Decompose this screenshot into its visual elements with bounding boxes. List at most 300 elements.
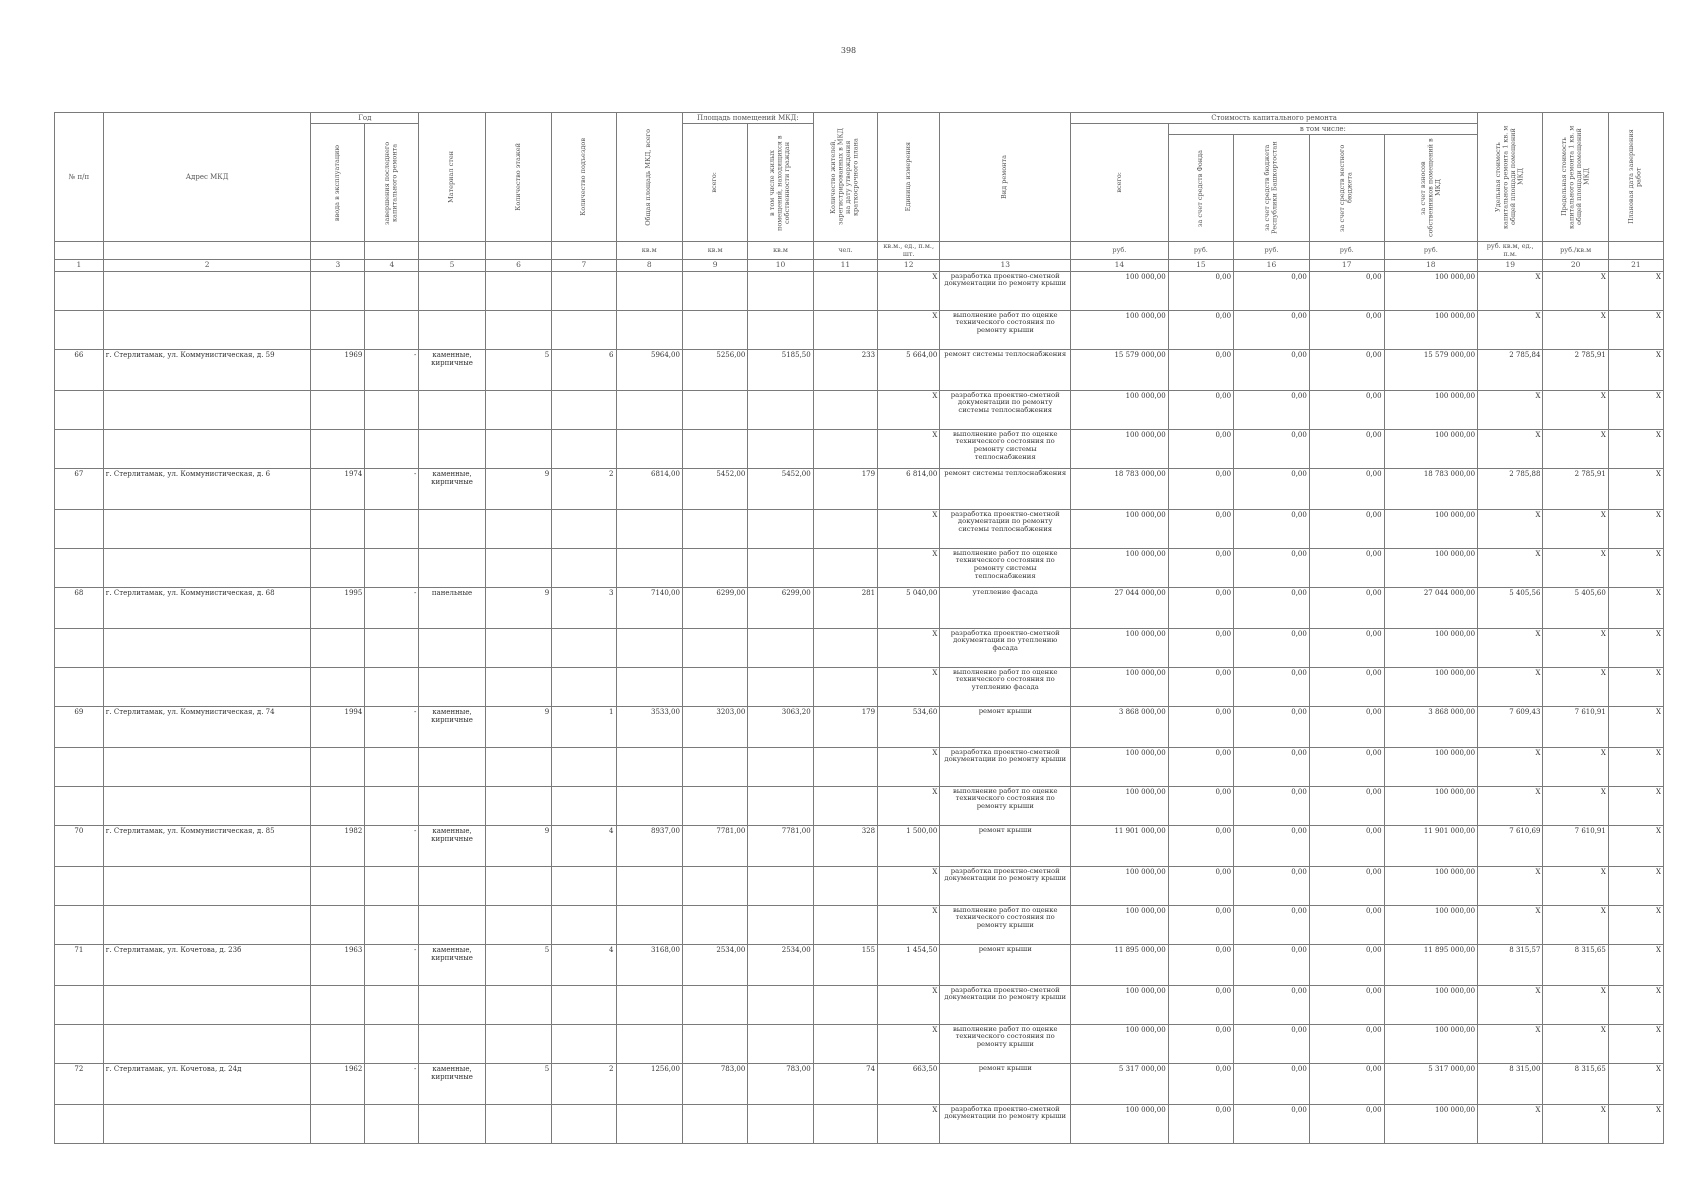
floors-cell: [485, 509, 551, 548]
specific-cost-cell: 2 785,84: [1478, 349, 1543, 390]
deadline-cell: X: [1608, 985, 1663, 1024]
unit-value-cell: X: [878, 905, 940, 944]
unit-value-cell: 534,60: [878, 706, 940, 747]
fund-cost-cell: 0,00: [1168, 1024, 1233, 1063]
area-all-cell: [682, 429, 747, 468]
owners-cost-cell: 27 044 000,00: [1384, 587, 1477, 628]
fund-cost-cell: 0,00: [1168, 587, 1233, 628]
wall-material-cell: [419, 985, 485, 1024]
residents-cell: [813, 985, 877, 1024]
unit-cell: чел.: [813, 242, 877, 260]
specific-cost-cell: X: [1478, 310, 1543, 349]
year-last-repair-cell: [365, 628, 419, 667]
specific-cost-cell: X: [1478, 548, 1543, 587]
year-last-repair-cell: [365, 905, 419, 944]
row-number: [55, 905, 104, 944]
year-last-repair-cell: -: [365, 587, 419, 628]
total-area-cell: [616, 429, 682, 468]
local-cost-cell: 0,00: [1309, 390, 1384, 429]
fund-cost-cell: 0,00: [1168, 1104, 1233, 1143]
wall-material-cell: [419, 1024, 485, 1063]
subwork-row: [55, 747, 1664, 786]
subwork-row: [55, 271, 1664, 310]
local-cost-cell: 0,00: [1309, 349, 1384, 390]
cost-total-cell: 100 000,00: [1071, 509, 1169, 548]
header-floors: Количество этажей: [485, 113, 551, 242]
entrances-cell: [552, 390, 616, 429]
max-cost-cell: 8 315,65: [1543, 944, 1608, 985]
unit-value-cell: 5 040,00: [878, 587, 940, 628]
column-number-cell: 11: [813, 260, 877, 272]
entrances-cell: [552, 509, 616, 548]
header-subgroup-incl: в том числе:: [1168, 124, 1477, 135]
residents-cell: 155: [813, 944, 877, 985]
specific-cost-cell: X: [1478, 1024, 1543, 1063]
work-type-cell: ремонт системы теплоснабжения: [940, 468, 1071, 509]
republic-cost-cell: 0,00: [1234, 706, 1310, 747]
republic-cost-cell: 0,00: [1234, 587, 1310, 628]
residents-cell: [813, 786, 877, 825]
header-work: Вид ремонта: [940, 113, 1071, 242]
address-cell: [103, 548, 311, 587]
republic-cost-cell: 0,00: [1234, 747, 1310, 786]
wall-material-cell: [419, 628, 485, 667]
subwork-row: [55, 985, 1664, 1024]
entrances-cell: 3: [552, 587, 616, 628]
entrances-cell: [552, 866, 616, 905]
area-all-cell: [682, 747, 747, 786]
republic-cost-cell: 0,00: [1234, 390, 1310, 429]
republic-cost-cell: 0,00: [1234, 786, 1310, 825]
max-cost-cell: X: [1543, 310, 1608, 349]
subwork-row: [55, 1024, 1664, 1063]
floors-cell: 9: [485, 825, 551, 866]
area-all-cell: [682, 509, 747, 548]
address-cell: г. Стерлитамак, ул. Кочетова, д. 24д: [103, 1063, 311, 1104]
year-built-cell: 1982: [311, 825, 365, 866]
year-built-cell: [311, 548, 365, 587]
deadline-cell: X: [1608, 706, 1663, 747]
local-cost-cell: 0,00: [1309, 548, 1384, 587]
column-number-cell: 13: [940, 260, 1071, 272]
wall-material-cell: [419, 429, 485, 468]
residents-cell: [813, 429, 877, 468]
total-area-cell: [616, 786, 682, 825]
total-area-cell: [616, 1024, 682, 1063]
area-all-cell: [682, 390, 747, 429]
header-group-area: Площадь помещений МКД:: [682, 113, 813, 124]
deadline-cell: X: [1608, 349, 1663, 390]
floors-cell: [485, 866, 551, 905]
cost-total-cell: 100 000,00: [1071, 747, 1169, 786]
floors-cell: [485, 390, 551, 429]
row-number: [55, 628, 104, 667]
row-number: [55, 866, 104, 905]
unit-value-cell: X: [878, 1104, 940, 1143]
local-cost-cell: 0,00: [1309, 905, 1384, 944]
year-built-cell: [311, 390, 365, 429]
work-type-cell: ремонт крыши: [940, 1063, 1071, 1104]
work-type-cell: разработка проектно-сметной документации по ремонту системы теплоснабжения: [940, 509, 1071, 548]
entrances-cell: [552, 786, 616, 825]
max-cost-cell: 7 610,91: [1543, 825, 1608, 866]
area-all-cell: [682, 628, 747, 667]
year-last-repair-cell: [365, 509, 419, 548]
floors-cell: [485, 310, 551, 349]
entrances-cell: 4: [552, 944, 616, 985]
area-all-cell: 783,00: [682, 1063, 747, 1104]
house-row: [55, 825, 1664, 866]
republic-cost-cell: 0,00: [1234, 429, 1310, 468]
max-cost-cell: 7 610,91: [1543, 706, 1608, 747]
column-number-cell: 21: [1608, 260, 1663, 272]
area-all-cell: [682, 271, 747, 310]
local-cost-cell: 0,00: [1309, 628, 1384, 667]
address-cell: [103, 628, 311, 667]
area-all-cell: 5452,00: [682, 468, 747, 509]
column-number-cell: 16: [1234, 260, 1310, 272]
header-year-built: ввода в эксплуатацию: [311, 124, 365, 242]
total-area-cell: 6814,00: [616, 468, 682, 509]
row-number: 72: [55, 1063, 104, 1104]
column-number-cell: 9: [682, 260, 747, 272]
local-cost-cell: 0,00: [1309, 310, 1384, 349]
owners-cost-cell: 100 000,00: [1384, 866, 1477, 905]
column-numbers-row: [55, 260, 1664, 272]
owners-cost-cell: 100 000,00: [1384, 1024, 1477, 1063]
year-built-cell: 1994: [311, 706, 365, 747]
max-cost-cell: X: [1543, 985, 1608, 1024]
owners-cost-cell: 100 000,00: [1384, 628, 1477, 667]
work-type-cell: выполнение работ по оценке технического состояния по ремонту системы теплоснабжения: [940, 548, 1071, 587]
area-private-cell: [748, 271, 813, 310]
fund-cost-cell: 0,00: [1168, 349, 1233, 390]
year-last-repair-cell: -: [365, 706, 419, 747]
header-total-area: Общая площадь МКД, всего: [616, 113, 682, 242]
row-number: 69: [55, 706, 104, 747]
column-number-cell: 2: [103, 260, 311, 272]
deadline-cell: X: [1608, 628, 1663, 667]
column-number-cell: 20: [1543, 260, 1608, 272]
specific-cost-cell: 2 785,88: [1478, 468, 1543, 509]
floors-cell: [485, 905, 551, 944]
owners-cost-cell: 100 000,00: [1384, 429, 1477, 468]
total-area-cell: 8937,00: [616, 825, 682, 866]
address-cell: г. Стерлитамак, ул. Коммунистическая, д. 59: [103, 349, 311, 390]
work-type-cell: утепление фасада: [940, 587, 1071, 628]
unit-cell: руб.: [1309, 242, 1384, 260]
owners-cost-cell: 100 000,00: [1384, 747, 1477, 786]
cost-total-cell: 100 000,00: [1071, 548, 1169, 587]
cost-total-cell: 100 000,00: [1071, 866, 1169, 905]
address-cell: [103, 1104, 311, 1143]
floors-cell: [485, 747, 551, 786]
owners-cost-cell: 5 317 000,00: [1384, 1063, 1477, 1104]
deadline-cell: X: [1608, 509, 1663, 548]
unit-cell: руб. кв.м, ед., п.м.: [1478, 242, 1543, 260]
owners-cost-cell: 100 000,00: [1384, 548, 1477, 587]
row-number: 66: [55, 349, 104, 390]
year-built-cell: [311, 310, 365, 349]
work-type-cell: выполнение работ по оценке технического состояния по ремонту крыши: [940, 1024, 1071, 1063]
cost-total-cell: 11 895 000,00: [1071, 944, 1169, 985]
max-cost-cell: X: [1543, 905, 1608, 944]
fund-cost-cell: 0,00: [1168, 866, 1233, 905]
year-built-cell: 1962: [311, 1063, 365, 1104]
row-number: 70: [55, 825, 104, 866]
deadline-cell: X: [1608, 905, 1663, 944]
owners-cost-cell: 18 783 000,00: [1384, 468, 1477, 509]
unit-value-cell: X: [878, 747, 940, 786]
row-number: [55, 1024, 104, 1063]
work-type-cell: разработка проектно-сметной документации по ремонту крыши: [940, 271, 1071, 310]
entrances-cell: [552, 548, 616, 587]
max-cost-cell: 2 785,91: [1543, 349, 1608, 390]
deadline-cell: X: [1608, 786, 1663, 825]
year-built-cell: [311, 667, 365, 706]
area-private-cell: 3063,20: [748, 706, 813, 747]
units-row: [55, 242, 1664, 260]
header-owners: за счет взносов собственников помещений в МКД: [1384, 135, 1477, 242]
column-number-cell: 18: [1384, 260, 1477, 272]
residents-cell: [813, 866, 877, 905]
wall-material-cell: каменные, кирпичные: [419, 468, 485, 509]
max-cost-cell: X: [1543, 1024, 1608, 1063]
max-cost-cell: 8 315,65: [1543, 1063, 1608, 1104]
area-private-cell: 5452,00: [748, 468, 813, 509]
local-cost-cell: 0,00: [1309, 866, 1384, 905]
row-number: 67: [55, 468, 104, 509]
address-cell: г. Стерлитамак, ул. Коммунистическая, д. 68: [103, 587, 311, 628]
fund-cost-cell: 0,00: [1168, 628, 1233, 667]
cost-total-cell: 15 579 000,00: [1071, 349, 1169, 390]
deadline-cell: X: [1608, 825, 1663, 866]
column-number-cell: 5: [419, 260, 485, 272]
work-type-cell: выполнение работ по оценке технического состояния по ремонту крыши: [940, 310, 1071, 349]
row-number: [55, 390, 104, 429]
deadline-cell: X: [1608, 429, 1663, 468]
unit-value-cell: 663,50: [878, 1063, 940, 1104]
republic-cost-cell: 0,00: [1234, 1024, 1310, 1063]
specific-cost-cell: 7 610,69: [1478, 825, 1543, 866]
column-number-cell: 15: [1168, 260, 1233, 272]
column-number-cell: 10: [748, 260, 813, 272]
specific-cost-cell: X: [1478, 985, 1543, 1024]
year-built-cell: 1974: [311, 468, 365, 509]
area-all-cell: [682, 1024, 747, 1063]
header-group-cost: Стоимость капитального ремонта: [1071, 113, 1478, 124]
fund-cost-cell: 0,00: [1168, 905, 1233, 944]
header-no: № п/п: [55, 113, 104, 242]
residents-cell: [813, 1024, 877, 1063]
max-cost-cell: 2 785,91: [1543, 468, 1608, 509]
work-type-cell: разработка проектно-сметной документации по ремонту системы теплоснабжения: [940, 390, 1071, 429]
residents-cell: 233: [813, 349, 877, 390]
entrances-cell: [552, 747, 616, 786]
entrances-cell: [552, 310, 616, 349]
page-number: 398: [840, 46, 857, 55]
local-cost-cell: 0,00: [1309, 825, 1384, 866]
wall-material-cell: [419, 905, 485, 944]
floors-cell: [485, 667, 551, 706]
specific-cost-cell: 7 609,43: [1478, 706, 1543, 747]
area-all-cell: [682, 548, 747, 587]
area-all-cell: [682, 1104, 747, 1143]
specific-cost-cell: X: [1478, 747, 1543, 786]
area-all-cell: 5256,00: [682, 349, 747, 390]
unit-value-cell: 6 814,00: [878, 468, 940, 509]
wall-material-cell: каменные, кирпичные: [419, 944, 485, 985]
owners-cost-cell: 11 901 000,00: [1384, 825, 1477, 866]
unit-cell: кв.м: [748, 242, 813, 260]
republic-cost-cell: 0,00: [1234, 944, 1310, 985]
header-local: за счет средств местного бюджета: [1309, 135, 1384, 242]
column-number-cell: 7: [552, 260, 616, 272]
wall-material-cell: панельные: [419, 587, 485, 628]
address-cell: [103, 866, 311, 905]
deadline-cell: X: [1608, 468, 1663, 509]
wall-material-cell: каменные, кирпичные: [419, 706, 485, 747]
total-area-cell: 7140,00: [616, 587, 682, 628]
work-type-cell: ремонт системы теплоснабжения: [940, 349, 1071, 390]
area-private-cell: 5185,50: [748, 349, 813, 390]
unit-cell: руб./кв.м: [1543, 242, 1608, 260]
total-area-cell: [616, 548, 682, 587]
deadline-cell: X: [1608, 310, 1663, 349]
area-private-cell: [748, 1024, 813, 1063]
floors-cell: 9: [485, 587, 551, 628]
total-area-cell: [616, 628, 682, 667]
address-cell: [103, 271, 311, 310]
area-private-cell: [748, 628, 813, 667]
header-entrances: Количество подъездов: [552, 113, 616, 242]
header-cost-total: всего:: [1071, 124, 1169, 242]
entrances-cell: [552, 905, 616, 944]
total-area-cell: [616, 310, 682, 349]
year-built-cell: [311, 1104, 365, 1143]
deadline-cell: X: [1608, 1024, 1663, 1063]
year-last-repair-cell: -: [365, 349, 419, 390]
deadline-cell: X: [1608, 944, 1663, 985]
address-cell: г. Стерлитамак, ул. Коммунистическая, д. 74: [103, 706, 311, 747]
unit-cell: кв.м: [616, 242, 682, 260]
unit-cell: кв.м: [682, 242, 747, 260]
year-last-repair-cell: -: [365, 944, 419, 985]
total-area-cell: 5964,00: [616, 349, 682, 390]
entrances-cell: 6: [552, 349, 616, 390]
fund-cost-cell: 0,00: [1168, 548, 1233, 587]
unit-value-cell: X: [878, 548, 940, 587]
work-type-cell: ремонт крыши: [940, 706, 1071, 747]
house-row: [55, 468, 1664, 509]
wall-material-cell: каменные, кирпичные: [419, 1063, 485, 1104]
row-number: 68: [55, 587, 104, 628]
address-cell: [103, 509, 311, 548]
republic-cost-cell: 0,00: [1234, 509, 1310, 548]
total-area-cell: [616, 866, 682, 905]
residents-cell: [813, 905, 877, 944]
local-cost-cell: 0,00: [1309, 667, 1384, 706]
owners-cost-cell: 11 895 000,00: [1384, 944, 1477, 985]
wall-material-cell: [419, 310, 485, 349]
deadline-cell: X: [1608, 271, 1663, 310]
row-number: [55, 429, 104, 468]
address-cell: г. Стерлитамак, ул. Коммунистическая, д. 85: [103, 825, 311, 866]
column-number-cell: 1: [55, 260, 104, 272]
column-number-cell: 17: [1309, 260, 1384, 272]
unit-value-cell: X: [878, 866, 940, 905]
unit-cell: руб.: [1168, 242, 1233, 260]
unit-value-cell: X: [878, 667, 940, 706]
local-cost-cell: 0,00: [1309, 1063, 1384, 1104]
subwork-row: [55, 628, 1664, 667]
area-private-cell: [748, 548, 813, 587]
address-cell: г. Стерлитамак, ул. Коммунистическая, д. 6: [103, 468, 311, 509]
header-group-year: Год: [311, 113, 419, 124]
wall-material-cell: каменные, кирпичные: [419, 825, 485, 866]
max-cost-cell: X: [1543, 271, 1608, 310]
row-number: [55, 509, 104, 548]
total-area-cell: 3168,00: [616, 944, 682, 985]
year-built-cell: [311, 786, 365, 825]
local-cost-cell: 0,00: [1309, 429, 1384, 468]
residents-cell: 179: [813, 468, 877, 509]
deadline-cell: X: [1608, 667, 1663, 706]
area-private-cell: 7781,00: [748, 825, 813, 866]
republic-cost-cell: 0,00: [1234, 349, 1310, 390]
unit-cell: руб.: [1234, 242, 1310, 260]
subwork-row: [55, 667, 1664, 706]
cost-total-cell: 3 868 000,00: [1071, 706, 1169, 747]
row-number: [55, 1104, 104, 1143]
work-type-cell: разработка проектно-сметной документации по ремонту крыши: [940, 985, 1071, 1024]
year-built-cell: [311, 271, 365, 310]
cost-total-cell: 100 000,00: [1071, 786, 1169, 825]
floors-cell: 5: [485, 1063, 551, 1104]
work-type-cell: ремонт крыши: [940, 825, 1071, 866]
specific-cost-cell: X: [1478, 271, 1543, 310]
year-last-repair-cell: -: [365, 825, 419, 866]
cost-total-cell: 100 000,00: [1071, 310, 1169, 349]
unit-cell: кв.м., ед., п.м., шт.: [878, 242, 940, 260]
year-built-cell: 1963: [311, 944, 365, 985]
subwork-row: [55, 310, 1664, 349]
work-type-cell: выполнение работ по оценке технического состояния по ремонту системы теплоснабжения: [940, 429, 1071, 468]
unit-cell: руб.: [1071, 242, 1169, 260]
max-cost-cell: X: [1543, 390, 1608, 429]
entrances-cell: [552, 1104, 616, 1143]
residents-cell: [813, 390, 877, 429]
address-cell: [103, 786, 311, 825]
house-row: [55, 706, 1664, 747]
wall-material-cell: [419, 747, 485, 786]
unit-value-cell: 5 664,00: [878, 349, 940, 390]
row-number: 71: [55, 944, 104, 985]
floors-cell: 5: [485, 349, 551, 390]
max-cost-cell: X: [1543, 548, 1608, 587]
area-all-cell: [682, 985, 747, 1024]
subwork-row: [55, 548, 1664, 587]
area-all-cell: [682, 667, 747, 706]
owners-cost-cell: 100 000,00: [1384, 271, 1477, 310]
republic-cost-cell: 0,00: [1234, 985, 1310, 1024]
entrances-cell: [552, 271, 616, 310]
subwork-row: [55, 509, 1664, 548]
owners-cost-cell: 100 000,00: [1384, 310, 1477, 349]
table-header: [55, 113, 1664, 272]
owners-cost-cell: 100 000,00: [1384, 390, 1477, 429]
floors-cell: [485, 271, 551, 310]
